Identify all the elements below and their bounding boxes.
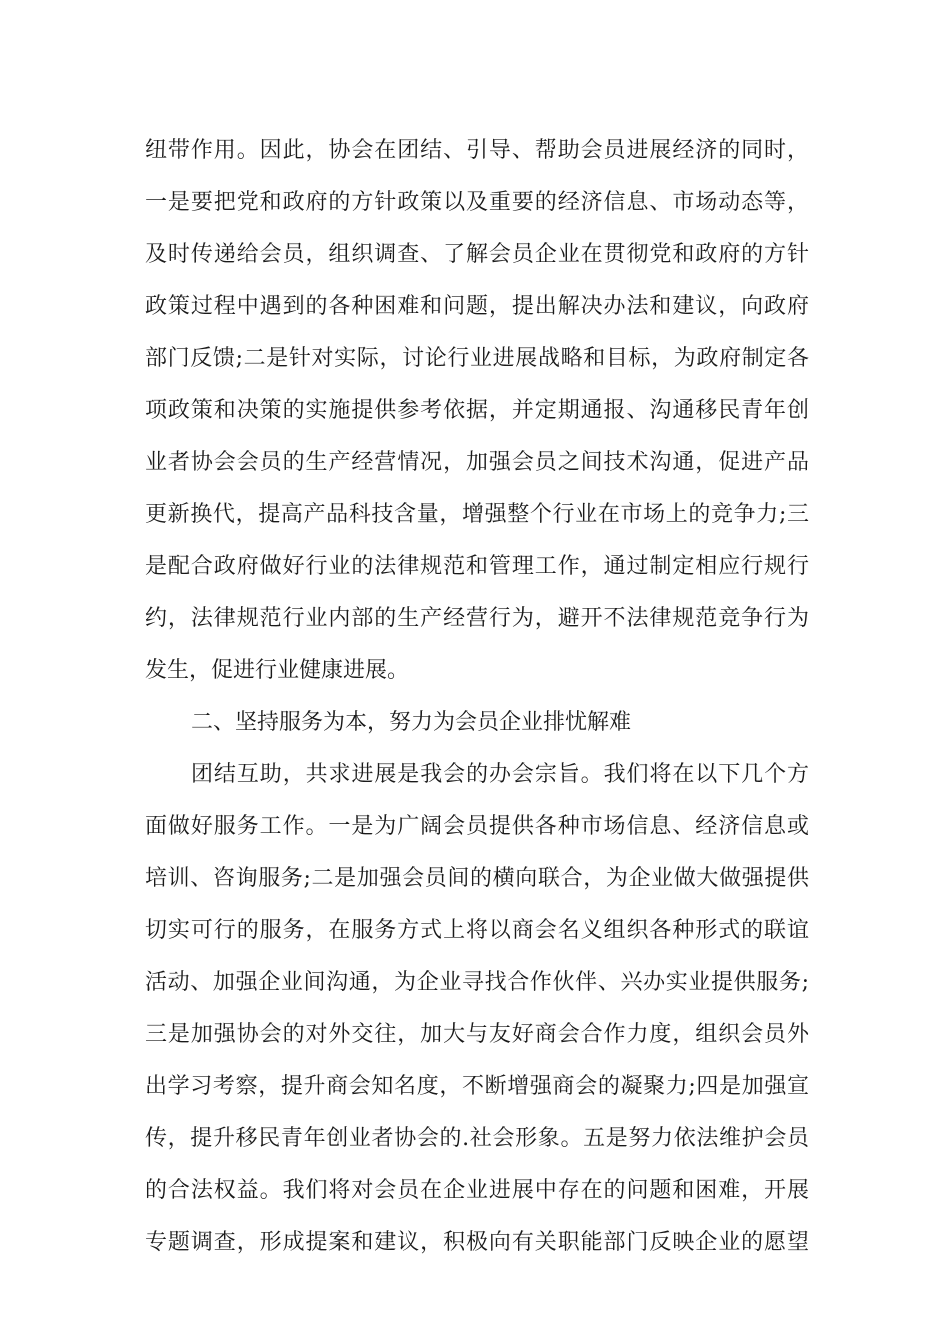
paragraph-line: 传，提升移民青年创业者协会的.社会形象。五是努力依法维护会员 <box>145 1126 809 1151</box>
paragraph-line: 专题调查，形成提案和建议，积极向有关职能部门反映企业的愿望 <box>145 1230 809 1255</box>
paragraph-line: 是配合政府做好行业的法律规范和管理工作，通过制定相应行规行 <box>145 554 809 579</box>
paragraph-line: 出学习考察，提升商会知名度，不断增强商会的凝聚力;四是加强宣 <box>145 1074 809 1099</box>
paragraph-line: 纽带作用。因此，协会在团结、引导、帮助会员进展经济的同时， <box>145 138 809 163</box>
paragraph-line: 及时传递给会员，组织调查、了解会员企业在贯彻党和政府的方针 <box>145 242 809 267</box>
section-heading: 二、坚持服务为本，努力为会员企业排忧解难 <box>191 710 632 735</box>
paragraph-line: 切实可行的服务，在服务方式上将以商会名义组织各种形式的联谊 <box>145 918 809 943</box>
paragraph-line: 三是加强协会的对外交往，加大与友好商会合作力度，组织会员外 <box>145 1022 809 1047</box>
paragraph-line: 一是要把党和政府的方针政策以及重要的经济信息、市场动态等， <box>145 190 809 215</box>
paragraph-line: 更新换代，提高产品科技含量，增强整个行业在市场上的竞争力;三 <box>145 502 809 527</box>
paragraph-line: 约，法律规范行业内部的生产经营行为，避开不法律规范竞争行为 <box>145 606 809 631</box>
paragraph-line: 部门反馈;二是针对实际，讨论行业进展战略和目标，为政府制定各 <box>145 346 809 371</box>
paragraph-line: 项政策和决策的实施提供参考依据，并定期通报、沟通移民青年创 <box>145 398 809 423</box>
paragraph-line: 团结互助，共求进展是我会的办会宗旨。我们将在以下几个方 <box>191 762 809 787</box>
paragraph-line: 活动、加强企业间沟通，为企业寻找合作伙伴、兴办实业提供服务; <box>145 970 809 995</box>
paragraph-line: 业者协会会员的生产经营情况，加强会员之间技术沟通，促进产品 <box>145 450 809 475</box>
paragraph-line: 培训、咨询服务;二是加强会员间的横向联合，为企业做大做强提供 <box>145 866 809 891</box>
paragraph-line: 政策过程中遇到的各种困难和问题，提出解决办法和建议，向政府 <box>145 294 809 319</box>
paragraph-line: 发生，促进行业健康进展。 <box>145 658 410 683</box>
paragraph-line: 的合法权益。我们将对会员在企业进展中存在的问题和困难，开展 <box>145 1178 809 1203</box>
paragraph-line: 面做好服务工作。一是为广阔会员提供各种市场信息、经济信息或 <box>145 814 809 839</box>
